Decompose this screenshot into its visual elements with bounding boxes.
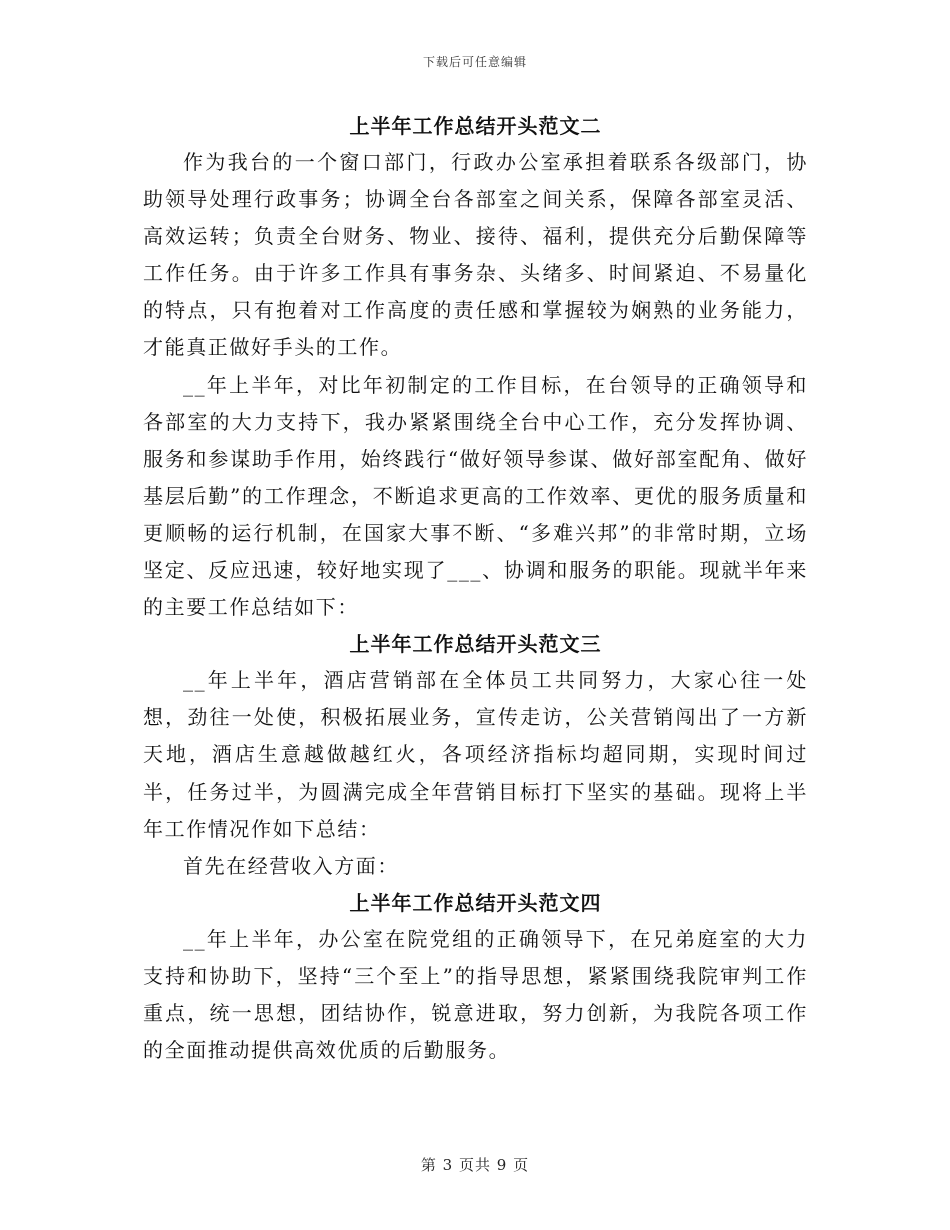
document-body	[143, 108, 808, 1069]
page-number: 第 3 页共 9 页	[420, 1156, 530, 1174]
paragraph: 作为我台的一个窗口部门，行政办公室承担着联系各级部门，协助领导处理行政事务；协调全台各部室之间关系，保障各部室灵活、高效运转；负责全台财务、物业、接待、福利，提供充分后勤保障等工作任务。由于许多工作具有事务杂、头绪多、时间紧迫、不易量化的特点，只有抱着对工作高度的责任感和掌握较为娴熟的业务能力，才能真正做好手头的工作。	[143, 150, 808, 360]
paragraph: __年上半年，办公室在院党组的正确领导下，在兄弟庭室的大力支持和协助下，坚持“三个至上”的指导思想，紧紧围绕我院审判工作重点，统一思想，团结协作，锐意进取，努力创新，为我院各项工作的全面推动提供高效优质的后勤服务。	[143, 926, 808, 1063]
paragraph: __年上半年，酒店营销部在全体员工共同努力，大家心往一处想，劲往一处使，积极拓展业务，宣传走访，公关营销闯出了一方新天地，酒店生意越做越红火，各项经济指标均超同期，实现时间过半，任务过半，为圆满完成全年营销目标打下坚实的基础。现将上半年工作情况作如下总结：	[143, 668, 808, 841]
header-note: 下载后可任意编辑	[422, 55, 527, 69]
section-title: 上半年工作总结开头范文四	[349, 890, 602, 915]
section-title: 上半年工作总结开头范文三	[349, 632, 602, 657]
paragraph: 首先在经营收入方面：	[183, 853, 399, 878]
section-fanwen-2	[143, 108, 808, 626]
paragraph: __年上半年，对比年初制定的工作目标，在台领导的正确领导和各部室的大力支持下，我办紧紧围绕全台中心工作，充分发挥协调、服务和参谋助手作用，始终践行“做好领导参谋、做好部室配角、做好基层后勤”的工作理念，不断追求更高的工作效率、更优的服务质量和更顺畅的运行机制，在国家大事不断、“多难兴邦”的非常时期，立场坚定、反应迅速，较好地实现了___、协调和服务的职能。现就半年来的主要工作总结如下：	[143, 372, 808, 620]
section-fanwen-3	[143, 626, 808, 885]
section-fanwen-4	[143, 885, 808, 1069]
section-title: 上半年工作总结开头范文二	[349, 114, 602, 138]
